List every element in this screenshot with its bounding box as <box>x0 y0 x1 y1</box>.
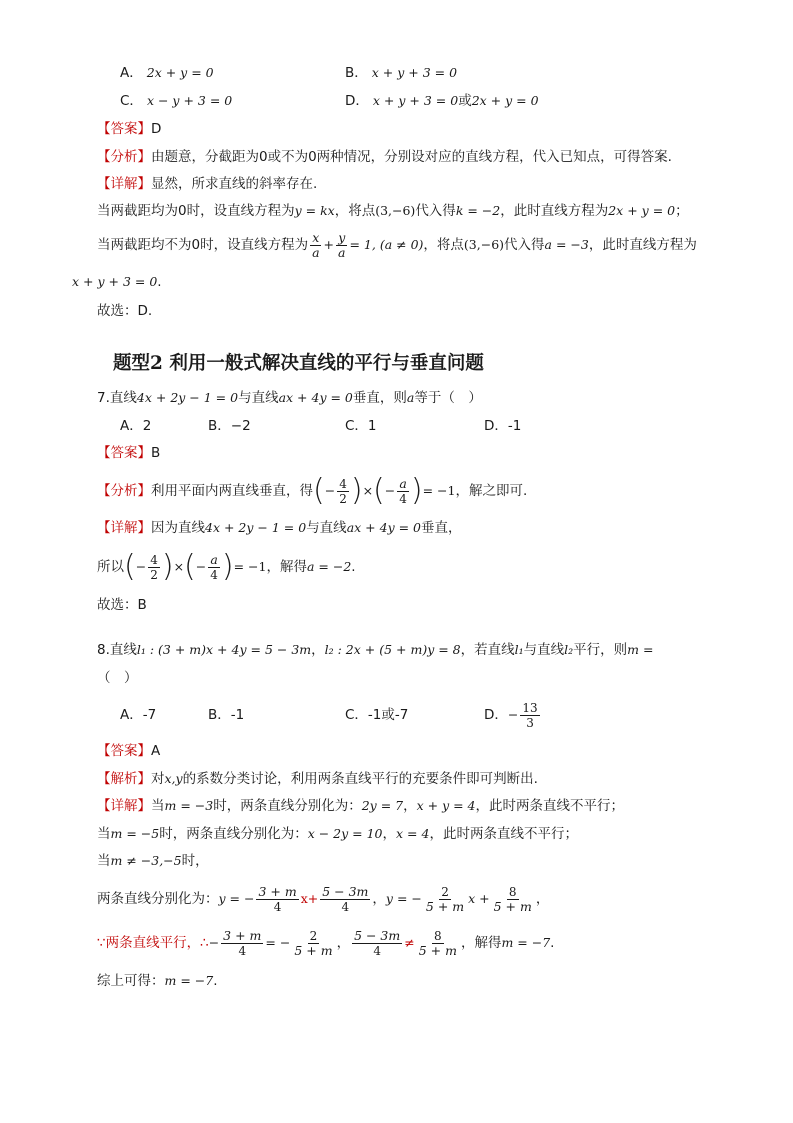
analysis-text: 由题意，分截距为0或不为0两种情况，分别设对应的直线方程，代入已知点，可得答案. <box>151 149 672 165</box>
fraction-num: 4 <box>339 476 347 491</box>
q6-case1 <box>97 202 689 220</box>
text: . <box>550 935 555 951</box>
math: + <box>323 237 335 252</box>
fraction-num: 5 − 3m <box>322 883 369 899</box>
detail-label: 【详解】 <box>97 520 151 536</box>
q8-analysis <box>97 770 538 788</box>
text: 因为直线 <box>151 520 205 536</box>
option-letter: D． <box>484 707 508 723</box>
q8-answer <box>97 742 160 760</box>
q8-paren: （ ） <box>97 670 138 686</box>
detail-label: 【详解】 <box>97 176 151 192</box>
text: 所以 <box>97 559 124 575</box>
fraction <box>397 477 409 506</box>
q6-case2 <box>97 230 697 260</box>
text: 时，两条直线分别化为： <box>159 826 308 842</box>
q6-option-a <box>120 64 214 82</box>
q7-option-a: A．2 <box>120 418 152 434</box>
text: ，此时直线方程为 <box>500 203 609 219</box>
answer-label: 【答案】 <box>97 121 151 137</box>
q6-choose <box>97 302 152 320</box>
q7-detail <box>97 519 462 537</box>
option-math: x + y + 3 = 0 <box>371 65 458 80</box>
q8-case2 <box>97 825 578 843</box>
math: − <box>135 559 147 574</box>
text: 垂直，则 <box>352 390 407 406</box>
fraction-den: 5 + m <box>418 942 457 958</box>
fraction <box>221 929 263 958</box>
text: ，此时直线方程为 <box>588 237 697 253</box>
math: ax + 4y = 0 <box>278 390 353 405</box>
math: a <box>406 390 415 405</box>
math: x + y = 4 <box>416 798 476 813</box>
math: × <box>173 559 185 574</box>
answer-value: B <box>151 445 161 461</box>
math: k = −2 <box>455 203 501 218</box>
left-paren: ( <box>373 473 385 508</box>
option-letter: A． <box>120 65 143 81</box>
fraction-num: y <box>338 229 346 245</box>
answer-label: 【答案】 <box>97 445 151 461</box>
q6-answer <box>97 120 161 138</box>
math: = −1 <box>233 559 267 574</box>
math: 4x + 2y − 1 = 0 <box>136 390 239 405</box>
q7-option-c: C．1 <box>345 418 377 434</box>
q6-option-c <box>120 92 232 110</box>
text: ， <box>311 642 325 658</box>
detail-label: 【详解】 <box>97 798 151 814</box>
math: l₂ : 2x + (5 + m)y = 8 <box>324 642 461 657</box>
option-math: 2x + y = 0 <box>146 65 214 80</box>
fraction-den: 3 <box>526 715 534 730</box>
text: 当两截距均不为0时，设直线方程为 <box>97 237 309 253</box>
fraction-den: 2 <box>150 567 158 582</box>
q7-option-b: B．−2 <box>208 418 251 434</box>
text: 平行，则 <box>573 642 628 658</box>
fraction-num: 3 + m <box>223 927 262 943</box>
fraction <box>320 885 370 914</box>
q8-stem <box>97 641 653 659</box>
math: x + y + 3 = 0 <box>72 274 158 289</box>
fraction-num: 4 <box>150 552 158 567</box>
q8-option-b: B．-1 <box>208 707 245 723</box>
q6-detail <box>97 175 317 193</box>
math: x+ <box>300 891 319 906</box>
q7-so <box>97 549 356 585</box>
fraction <box>352 929 402 958</box>
fraction-den: a <box>312 244 320 260</box>
text: ∵两条直线平行，∴ <box>97 935 209 951</box>
fraction <box>520 701 539 730</box>
right-paren: ) <box>221 549 234 584</box>
fraction-num: a <box>399 475 407 491</box>
q8-case4 <box>97 882 549 916</box>
math: 4x + 2y − 1 = 0 <box>205 520 307 535</box>
option-math: x − y + 3 = 0 <box>146 93 233 108</box>
text: ，此时两条直线不平行； <box>475 798 624 814</box>
text: 当两截距均为0时，设直线方程为 <box>97 203 295 219</box>
text: 与直线 <box>523 642 565 658</box>
text: 时，两条直线分别化为： <box>213 798 362 814</box>
fraction-num: 13 <box>522 700 538 715</box>
fraction-num: 8 <box>434 928 442 943</box>
fraction-den: 4 <box>341 899 350 914</box>
math: = 1, (a ≠ 0) <box>349 237 424 252</box>
math: l₁ <box>514 642 524 657</box>
math: m = −7 <box>164 973 214 988</box>
answer-value: A <box>151 743 161 759</box>
fraction <box>337 477 349 506</box>
math: 2x + y = 0 <box>608 203 676 218</box>
text: ，解得 <box>266 559 307 575</box>
right-paren: ) <box>350 473 363 508</box>
text: 当 <box>97 853 111 869</box>
q8-case3 <box>97 852 209 870</box>
analysis-label: 【分析】 <box>97 149 151 165</box>
q7-analysis <box>97 473 527 509</box>
fraction <box>336 231 347 260</box>
text: 两条直线分别化为： <box>97 891 219 907</box>
fraction <box>492 885 534 914</box>
text: . <box>213 973 218 989</box>
text: 故选：B <box>97 597 147 613</box>
left-paren: ( <box>184 549 196 584</box>
math: y = kx <box>294 203 335 218</box>
math: (3,−6) <box>463 237 505 252</box>
fraction-num: 5 − 3m <box>354 927 401 943</box>
math: l₂ <box>564 642 574 657</box>
option-or: 或 <box>458 93 472 109</box>
math: = − <box>265 935 291 950</box>
text: 与直线 <box>306 520 347 536</box>
q6-analysis <box>97 148 672 166</box>
text: 对 <box>151 771 165 787</box>
math: x − 2y = 10 <box>307 826 383 841</box>
math: m = <box>627 642 654 657</box>
text: 7.直线 <box>97 390 137 406</box>
text: ， <box>535 891 550 907</box>
fraction-den: 4 <box>399 491 407 506</box>
text: . <box>351 559 356 575</box>
math: − <box>208 935 220 950</box>
q8-case5 <box>97 926 554 960</box>
option-letter: C． <box>120 93 143 109</box>
math: (3,−6) <box>375 203 416 218</box>
q6-option-b <box>345 64 457 82</box>
text: 代入得 <box>504 237 545 253</box>
fraction <box>208 553 220 582</box>
fraction <box>292 929 334 958</box>
fraction-num: 2 <box>309 928 318 943</box>
text: 的系数分类讨论，利用两条直线平行的充要条件即可判断出. <box>182 771 538 787</box>
text: 代入得 <box>415 203 456 219</box>
option-letter: D． <box>345 93 369 109</box>
option-math: 2x + y = 0 <box>471 93 539 108</box>
text: 时， <box>181 853 209 869</box>
fraction-den: 4 <box>273 899 282 914</box>
text: ，若直线 <box>460 642 515 658</box>
left-paren: ( <box>313 473 325 508</box>
q7-stem <box>97 389 482 407</box>
text: ， <box>382 826 397 842</box>
text: 当 <box>97 826 111 842</box>
q8-detail <box>97 797 624 815</box>
detail-text: 显然，所求直线的斜率存在. <box>151 176 318 192</box>
math: l₁ : (3 + m)x + 4y = 5 − 3m <box>136 642 312 657</box>
fraction-den: 4 <box>238 943 247 958</box>
math: m = −7 <box>501 935 551 950</box>
right-paren: ) <box>161 549 174 584</box>
fraction-num: x <box>312 229 320 245</box>
math: ax + 4y = 0 <box>346 520 421 535</box>
text: 等于（ ） <box>414 390 482 406</box>
answer-value: D <box>151 121 162 137</box>
left-paren: ( <box>124 549 136 584</box>
math: m ≠ −3,−5 <box>110 853 182 868</box>
q7-option-d: D．-1 <box>484 418 522 434</box>
math: − <box>324 483 336 498</box>
right-paren: ) <box>410 473 423 508</box>
q6-option-d <box>345 92 539 110</box>
fraction-den: 5 + m <box>294 942 333 958</box>
q8-option-d <box>484 697 542 733</box>
fraction-num: 2 <box>441 884 449 899</box>
text: . <box>157 274 162 290</box>
text: ， <box>372 891 386 907</box>
option-math: x + y + 3 = 0 <box>372 93 459 108</box>
math: ≠ <box>404 935 415 950</box>
text: 综上可得： <box>97 973 165 989</box>
section-title: 题型2 利用一般式解决直线的平行与垂直问题 <box>113 353 484 374</box>
q8-option-a: A．-7 <box>120 707 157 723</box>
q6-case2-cont <box>72 273 162 291</box>
math: 2y = 7 <box>361 798 404 813</box>
fraction-den: a <box>338 244 346 260</box>
q8-final <box>97 972 218 990</box>
text: ， <box>336 935 351 951</box>
text: ，解之即可. <box>455 483 528 499</box>
math: − <box>384 483 396 498</box>
q8-option-c: C．-1或-7 <box>345 707 409 723</box>
text: ，此时两条直线不平行； <box>429 826 578 842</box>
text: 垂直， <box>421 520 462 536</box>
math: − <box>195 559 207 574</box>
math: − <box>507 707 519 722</box>
option-letter: B． <box>345 65 368 81</box>
fraction-den: 2 <box>339 491 347 506</box>
fraction <box>417 929 459 958</box>
text: ，解得 <box>460 935 502 951</box>
fraction-den: 4 <box>210 567 218 582</box>
fraction-den: 5 + m <box>425 898 465 914</box>
text: ， <box>403 798 417 814</box>
fraction-den: 4 <box>373 943 381 958</box>
fraction-den: 5 + m <box>493 898 532 914</box>
text: 利用平面内两直线垂直，得 <box>151 483 313 499</box>
text: ，将点 <box>334 203 376 219</box>
q7-choose <box>97 596 147 614</box>
answer-label: 【答案】 <box>97 743 151 759</box>
text: 故选：D. <box>97 303 153 319</box>
fraction <box>310 231 321 260</box>
fraction <box>148 553 160 582</box>
text: 当 <box>151 798 165 814</box>
fraction-num: a <box>210 551 218 567</box>
q7-answer <box>97 444 160 462</box>
analysis-label: 【解析】 <box>97 771 151 787</box>
math: y = − <box>218 891 255 906</box>
analysis-label: 【分析】 <box>97 483 151 499</box>
math: x = 4 <box>396 826 430 841</box>
text: ，将点 <box>423 237 464 253</box>
math: m = −5 <box>110 826 160 841</box>
math: m = −3 <box>164 798 214 813</box>
text: 8.直线 <box>97 642 137 658</box>
fraction <box>256 885 298 914</box>
math: = −1 <box>422 483 456 498</box>
text: 与直线 <box>238 390 279 406</box>
math: x + <box>468 891 490 906</box>
fraction-num: 8 <box>508 884 517 899</box>
math: × <box>362 483 374 498</box>
math: a = −3 <box>544 237 589 252</box>
fraction-num: 3 + m <box>258 883 297 899</box>
math: y = − <box>385 891 422 906</box>
text: ； <box>675 203 689 219</box>
math: a = −2 <box>306 559 352 574</box>
fraction <box>424 885 466 914</box>
math: x,y <box>164 771 183 786</box>
